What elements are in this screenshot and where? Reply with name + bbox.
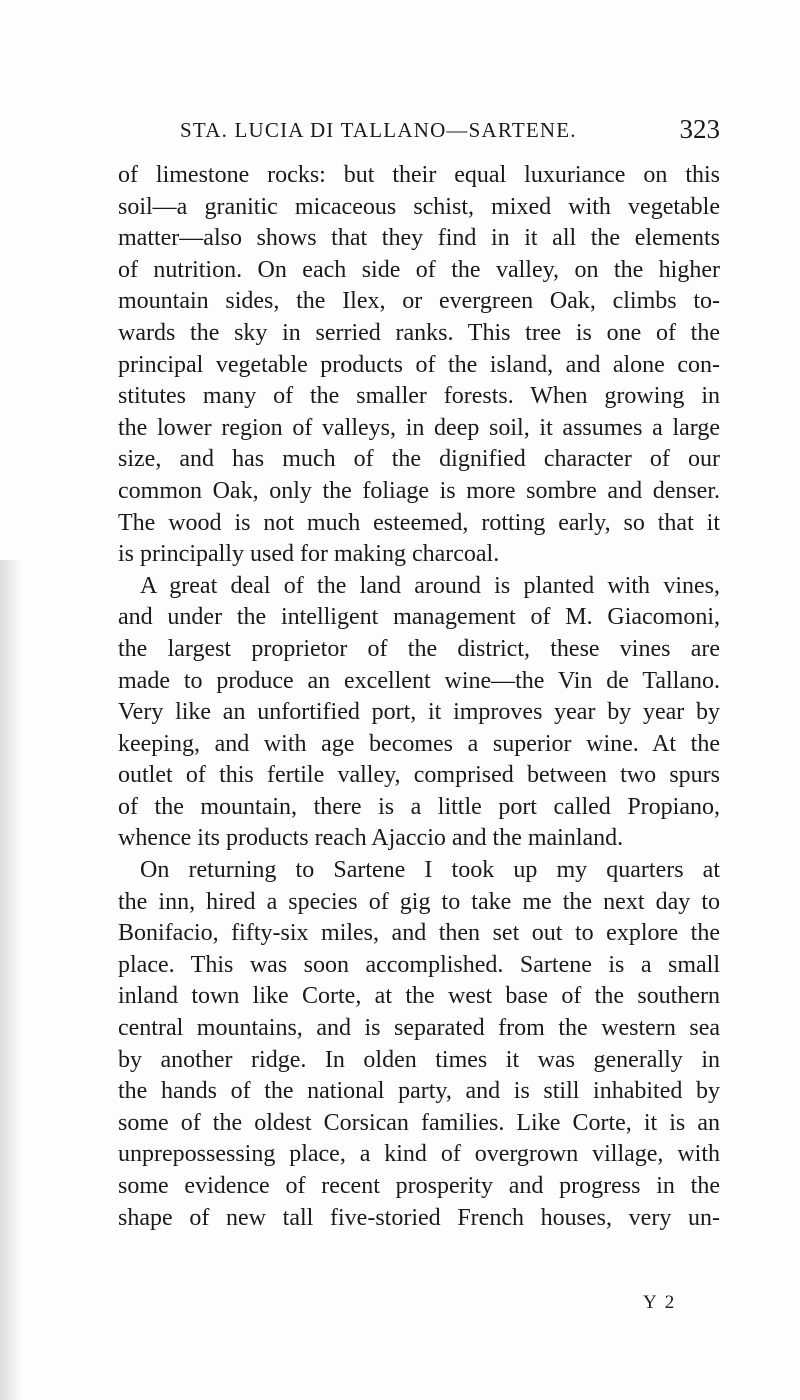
text-line: some of the oldest Corsican families. Like Corte, it is an (118, 1109, 720, 1136)
paragraph (118, 160, 720, 571)
body-text (118, 160, 720, 1234)
text-line: Very like an unfortified port, it improves year by year by (118, 699, 720, 726)
text-line: soil—a granitic micaceous schist, mixed with vegetable (118, 193, 720, 220)
text-line: size, and has much of the dignified character of our (118, 446, 720, 473)
text-line: common Oak, only the foliage is more sombre and denser. (118, 477, 720, 504)
text-line: shape of new tall five-storied French houses, very un- (118, 1204, 720, 1231)
text-line: made to produce an excellent wine—the Vin de Tallano. (118, 667, 720, 694)
text-line: the lower region of valleys, in deep soil, it assumes a large (118, 414, 720, 441)
text-line: the inn, hired a species of gig to take me the next day to (118, 888, 720, 915)
text-line: of the mountain, there is a little port called Propiano, (118, 793, 720, 820)
text-line: Bonifacio, fifty-six miles, and then set out to explore the (118, 920, 720, 947)
text-line: whence its products reach Ajaccio and the mainland. (118, 825, 624, 852)
text-line: unprepossessing place, a kind of overgrown village, with (118, 1141, 720, 1168)
text-line: The wood is not much esteemed, rotting early, so that it (118, 509, 720, 536)
text-line: by another ridge. In olden times it was generally in (118, 1046, 720, 1073)
running-head (120, 114, 720, 148)
text-line: of nutrition. On each side of the valley, on the higher (118, 256, 720, 283)
running-title: STA. LUCIA DI TALLANO—SARTENE. (180, 118, 577, 142)
text-line: is principally used for making charcoal. (118, 541, 500, 568)
text-line: wards the sky in serried ranks. This tree is one of the (118, 319, 720, 346)
text-line: some evidence of recent prosperity and progress in the (118, 1173, 720, 1199)
text-line: mountain sides, the Ilex, or evergreen Oak, climbs to- (118, 288, 720, 315)
text-line: A great deal of the land around is planted with vines, (140, 572, 720, 599)
text-line: the hands of the national party, and is still inhabited by (118, 1078, 720, 1105)
text-line: principal vegetable products of the island, and alone con- (118, 351, 720, 378)
text-line: stitutes many of the smaller forests. When growing in (118, 383, 720, 410)
signature-mark: Y 2 (643, 1292, 677, 1313)
text-line: On returning to Sartene I took up my quarters at (140, 857, 720, 884)
text-line: keeping, and with age becomes a superior wine. At the (118, 730, 720, 757)
text-line: central mountains, and is separated from the western sea (118, 1015, 720, 1042)
page-number: 323 (679, 114, 720, 144)
text-line: of limestone rocks: but their equal luxuriance on this (118, 162, 720, 188)
text-line: the largest proprietor of the district, these vines are (118, 635, 720, 662)
text-line: outlet of this fertile valley, comprised between two spurs (118, 762, 720, 789)
paragraph (118, 855, 720, 1234)
text-line: and under the intelligent management of M. Giacomoni, (118, 604, 720, 631)
text-line: matter—also shows that they find in it all the elements (118, 225, 720, 252)
paragraph (118, 571, 720, 855)
text-line: place. This was soon accomplished. Sartene is a small (118, 951, 720, 978)
text-line: inland town like Corte, at the west base of the southern (118, 983, 720, 1010)
page-edge-shadow (0, 560, 22, 1400)
